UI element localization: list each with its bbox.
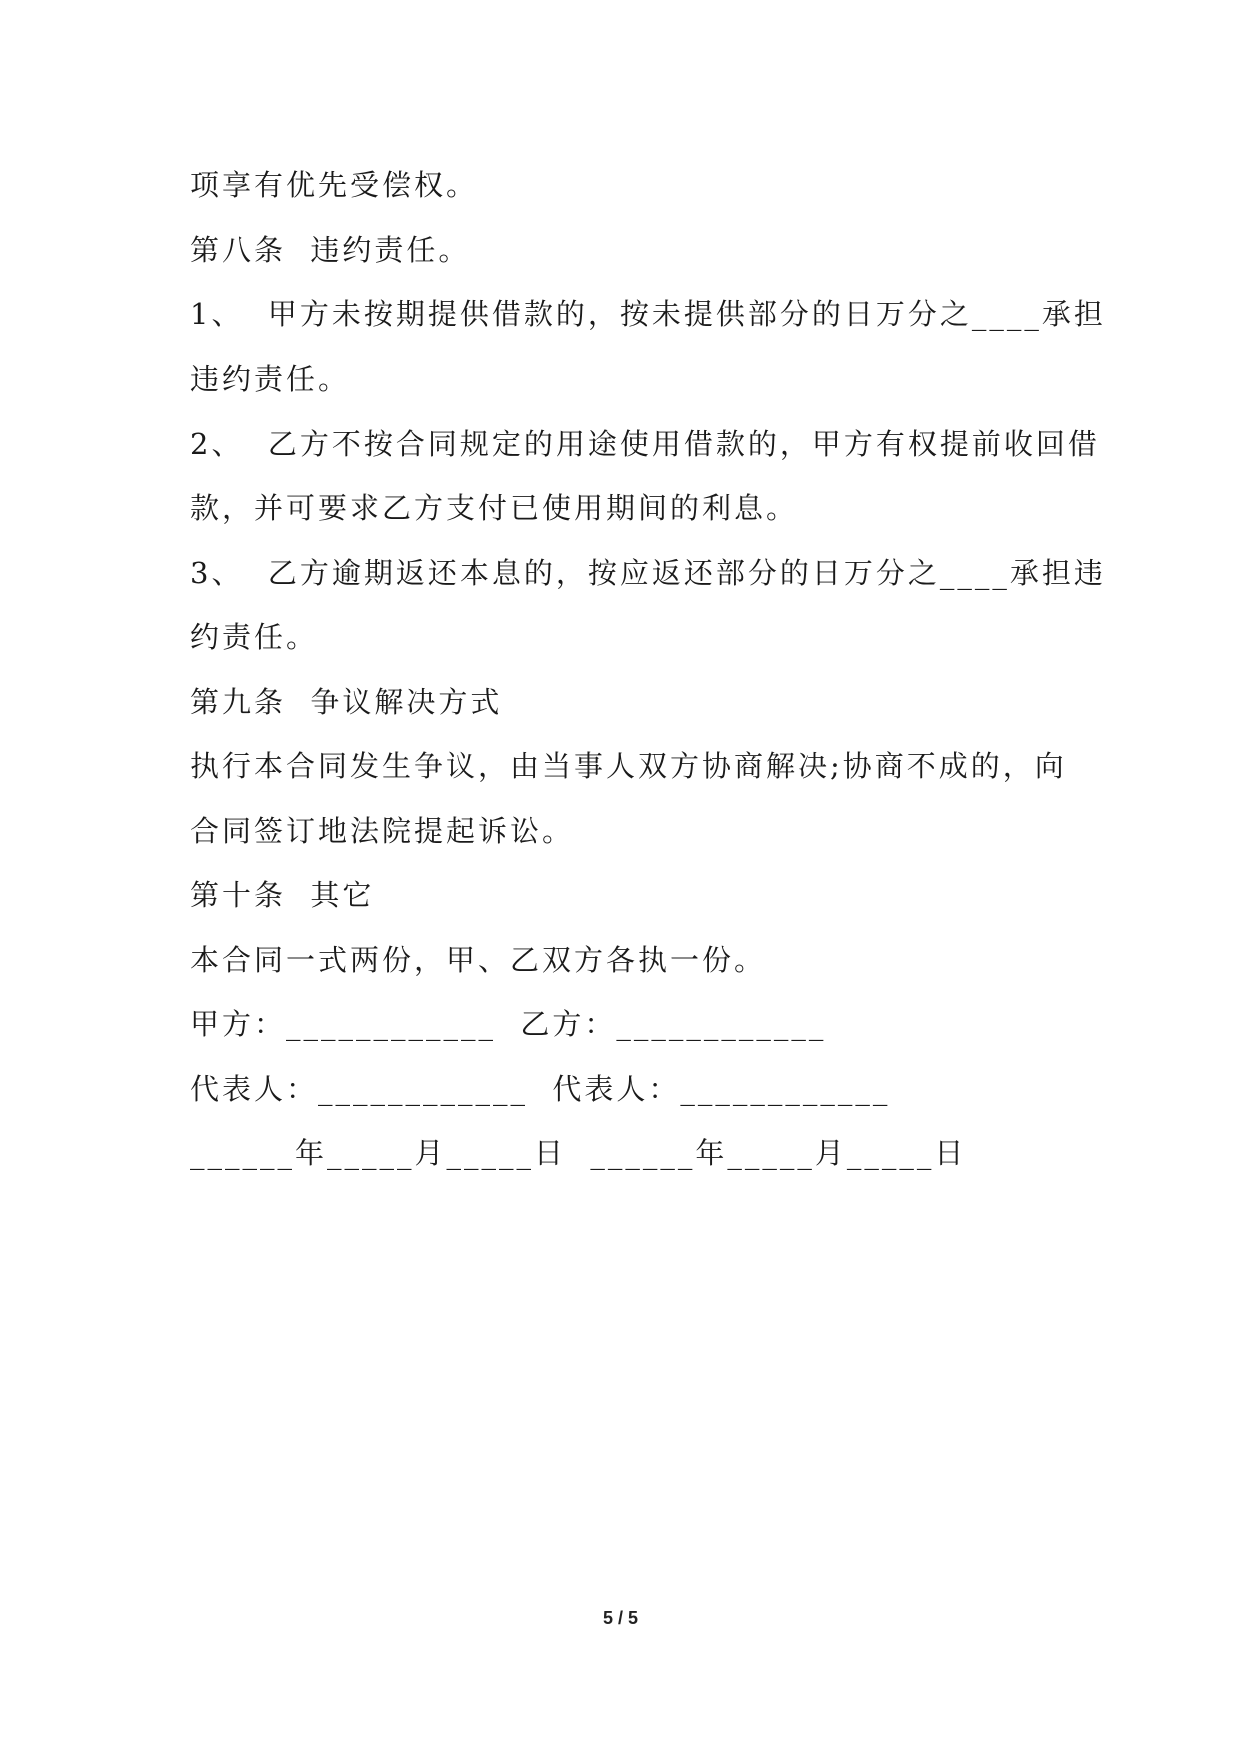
clause-8-1: 1、 甲方未按期提供借款的，按未提供部分的日万分之____承担 bbox=[190, 297, 1106, 331]
clause-8-3: 3、 乙方逾期返还本息的，按应返还部分的日万分之____承担违 bbox=[190, 556, 1106, 590]
section-heading-10: 第十条 其它 bbox=[190, 878, 375, 912]
clause-8-2-cont: 款，并可要求乙方支付已使用期间的利息。 bbox=[190, 491, 799, 525]
signature-representatives: 代表人：____________ 代表人：____________ bbox=[190, 1072, 891, 1106]
clause-8-1-cont: 违约责任。 bbox=[190, 362, 351, 396]
clause-8-3-cont: 约责任。 bbox=[190, 620, 319, 654]
section-9-text: 执行本合同发生争议，由当事人双方协商解决;协商不成的，向 bbox=[190, 749, 1067, 783]
section-heading-8: 第八条 违约责任。 bbox=[190, 233, 471, 267]
section-heading-9: 第九条 争议解决方式 bbox=[190, 685, 503, 719]
clause-8-2: 2、 乙方不按合同规定的用途使用借款的，甲方有权提前收回借 bbox=[190, 427, 1100, 461]
page-number: 5 / 5 bbox=[602, 1608, 639, 1628]
section-10-text: 本合同一式两份，甲、乙双方各执一份。 bbox=[190, 943, 767, 977]
signature-dates: ______年_____月_____日 ______年_____月_____日 bbox=[190, 1136, 967, 1170]
signature-parties: 甲方：____________ 乙方：____________ bbox=[190, 1007, 827, 1041]
text-line-1: 项享有优先受偿权。 bbox=[190, 168, 479, 202]
section-9-text-cont: 合同签订地法院提起诉讼。 bbox=[190, 814, 575, 848]
